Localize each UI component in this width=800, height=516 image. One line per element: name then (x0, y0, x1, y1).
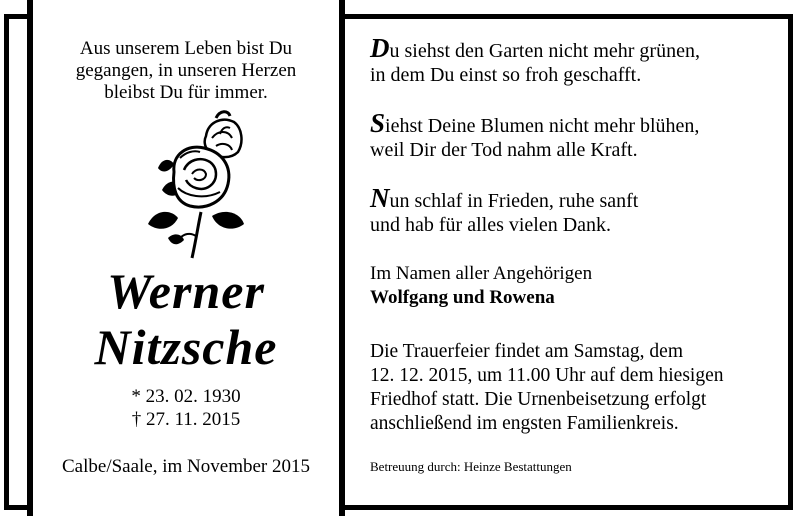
motto (33, 38, 339, 104)
place-and-date: Calbe/Saale, im November 2015 (62, 456, 310, 477)
service-line: Die Trauerfeier findet am Samstag, dem (370, 341, 683, 362)
drop-initial: S (370, 108, 386, 138)
motto-line: bleibst Du für immer. (104, 82, 268, 103)
service-line: 12. 12. 2015, um 11.00 Uhr auf dem hiesigen (370, 365, 724, 386)
birth-date: * 23. 02. 1930 (131, 386, 241, 407)
drop-initial: D (370, 33, 390, 63)
poem-line (370, 183, 780, 213)
death-date: † 27. 11. 2015 (131, 409, 241, 430)
service-line: Friedhof statt. Die Urnenbeisetzung erfolgt (370, 389, 707, 410)
service-line: anschließend im engsten Familienkreis. (370, 413, 679, 434)
mourners-intro: Im Namen aller Angehörigen (370, 263, 593, 284)
poem-stanza (370, 33, 780, 87)
motto-line: Aus unserem Leben bist Du (79, 38, 293, 59)
life-dates (33, 385, 339, 431)
poem-stanza (370, 183, 780, 237)
poem-line: weil Dir der Tod nahm alle Kraft. (370, 139, 638, 161)
service-notice (370, 340, 723, 436)
poem-line: und hab für alles vielen Dank. (370, 214, 612, 236)
mourners (370, 262, 592, 310)
rose-icon (146, 108, 252, 260)
poem-line-text: un schlaf in Frieden, ruhe sanft (389, 190, 639, 212)
undertaker-credit: Betreuung durch: Heinze Bestattungen (370, 459, 572, 474)
drop-initial: N (370, 183, 390, 213)
poem-line-text: iehst Deine Blumen nicht mehr blühen, (385, 115, 700, 137)
first-name: Werner (107, 263, 265, 319)
poem-line (370, 108, 780, 138)
poem-line: in dem Du einst so froh geschafft. (370, 64, 642, 86)
poem (370, 33, 780, 261)
poem-line-text: u siehst den Garten nicht mehr grünen, (389, 40, 700, 62)
motto-line: gegangen, in unseren Herzen (75, 60, 297, 81)
poem-stanza (370, 108, 780, 162)
last-name: Nitzsche (94, 319, 278, 375)
left-panel (27, 0, 345, 516)
mourners-names: Wolfgang und Rowena (370, 287, 555, 308)
poem-line (370, 33, 780, 63)
